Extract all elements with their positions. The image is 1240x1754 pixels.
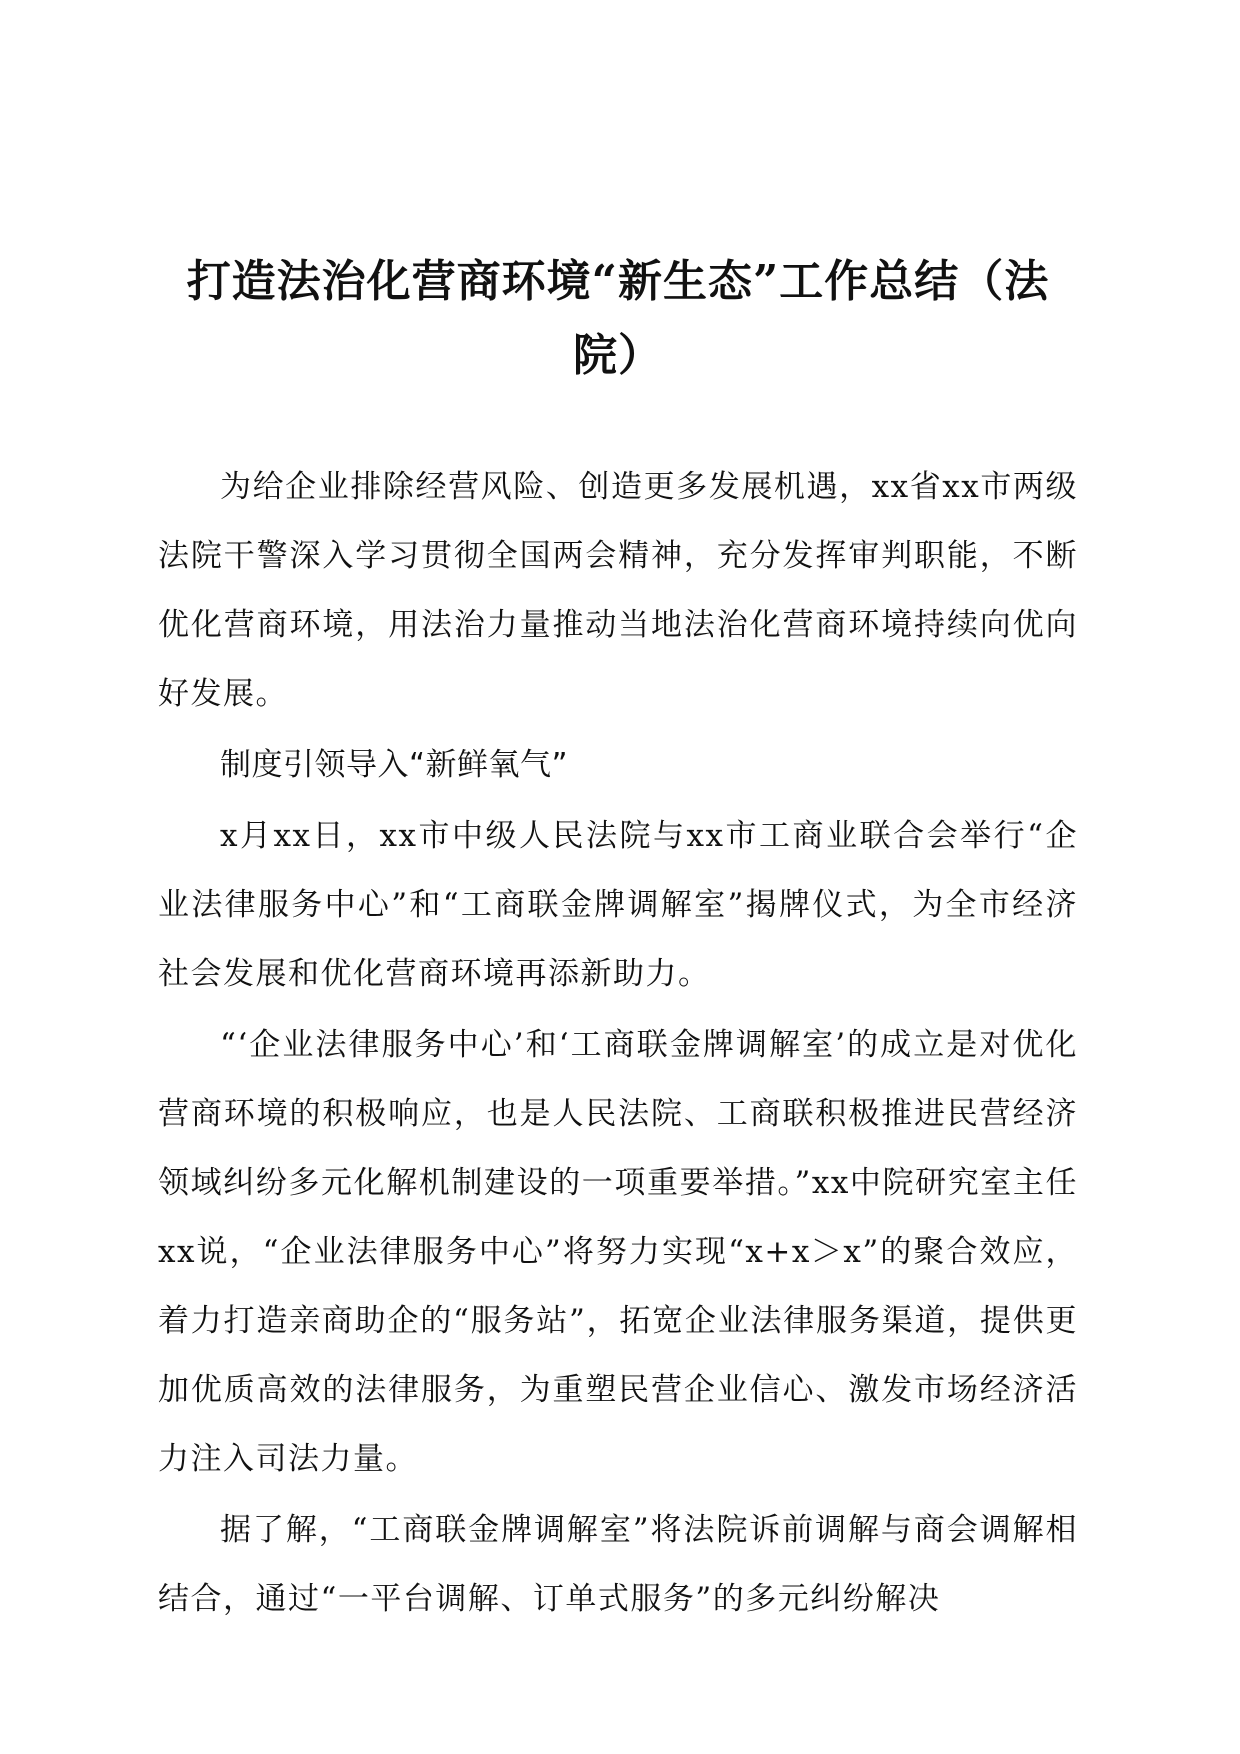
document-body — [158, 453, 1078, 1634]
document-title: 打造法治化营商环境“新生态”工作总结（法院） — [186, 256, 1050, 381]
body-paragraph: 据了解，“工商联金牌调解室”将法院诉前调解与商会调解相结合，通过“一平台调解、订单式服务”的多元纠纷解决 — [158, 1512, 1078, 1617]
body-paragraph: “‘企业法律服务中心’和‘工商联金牌调解室’的成立是对优化营商环境的积极响应，也是人民法院、工商联积极推进民营经济领域纠纷多元化解机制建设的一项重要举措。”xx中院研究室主任xx说，“企业法律服务中心”将努力实现“x+x＞x”的聚合效应，着力打造亲商助企的“服务站”，拓宽企业法律服务渠道，提供更加优质高效的法律服务，为重塑民营企业信心、激发市场经济活力注入司法力量。 — [158, 1027, 1078, 1477]
intro-paragraph: 为给企业排除经营风险、创造更多发展机遇，xx省xx市两级法院干警深入学习贯彻全国两会精神，充分发挥审判职能，不断优化营商环境，用法治力量推动当地法治化营商环境持续向优向好发展。 — [158, 469, 1078, 712]
section-heading: 制度引领导入“新鲜氧气” — [220, 747, 569, 783]
document-content — [158, 245, 1078, 1636]
body-paragraph: x月xx日，xx市中级人民法院与xx市工商业联合会举行“企业法律服务中心”和“工商联金牌调解室”揭牌仪式，为全市经济社会发展和优化营商环境再添新助力。 — [158, 818, 1078, 992]
